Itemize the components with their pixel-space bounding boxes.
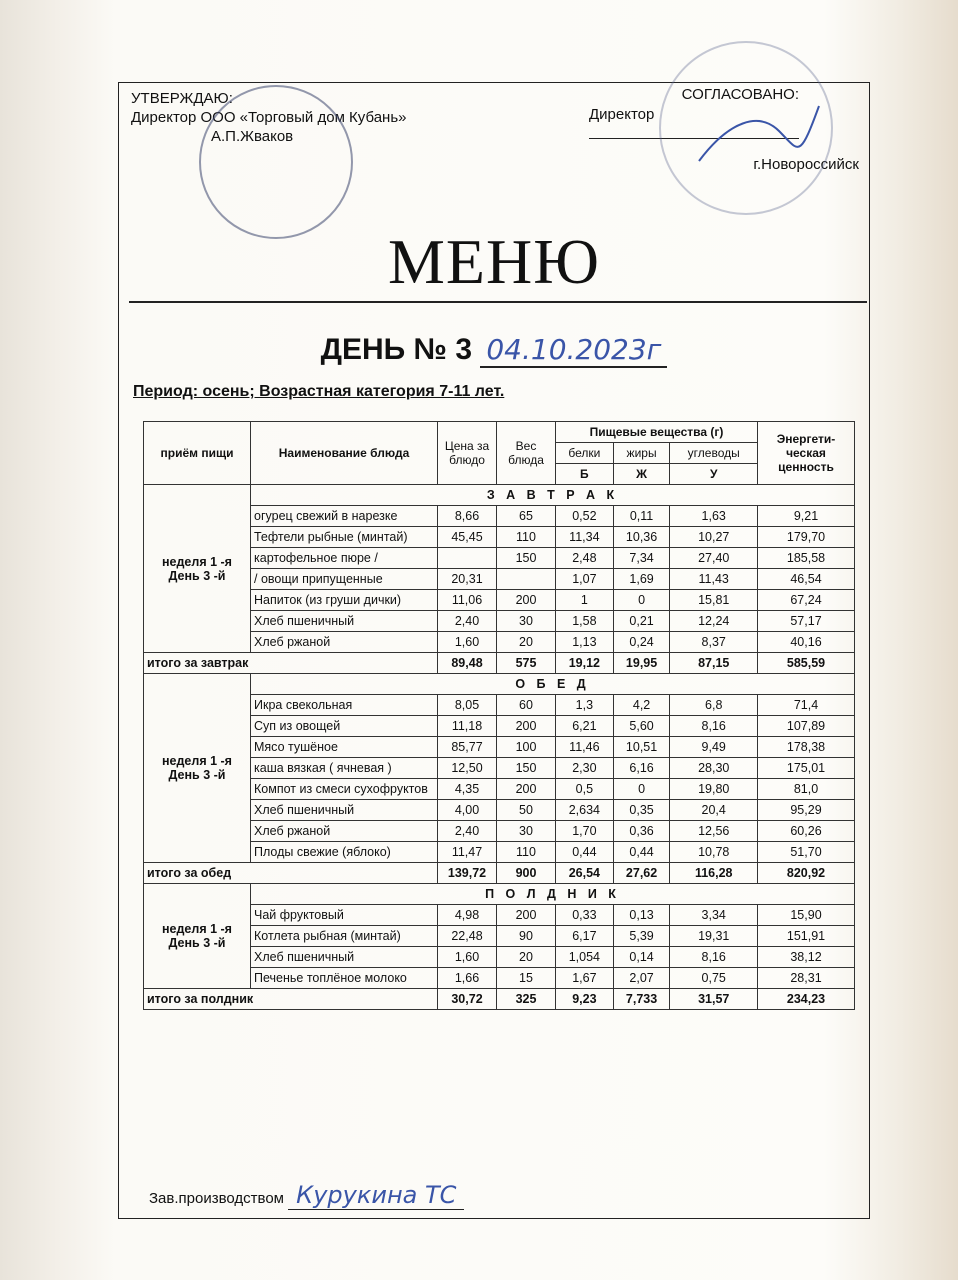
- section-name: О Б Е Д: [251, 674, 855, 695]
- dish-value: 2,30: [556, 758, 614, 779]
- dish-value: 2,634: [556, 800, 614, 821]
- table-row: [144, 842, 855, 863]
- dish-name: Котлета рыбная (минтай): [251, 926, 438, 947]
- dish-value: 12,56: [670, 821, 758, 842]
- dish-value: 30: [497, 611, 556, 632]
- dish-value: 8,37: [670, 632, 758, 653]
- total-value: 820,92: [758, 863, 855, 884]
- table-row: [144, 611, 855, 632]
- dish-name: Икра свекольная: [251, 695, 438, 716]
- dish-value: 20,4: [670, 800, 758, 821]
- dish-value: 1,60: [438, 632, 497, 653]
- table-row: [144, 821, 855, 842]
- dish-value: 0: [613, 590, 670, 611]
- dish-value: 20,31: [438, 569, 497, 590]
- dish-value: 1,58: [556, 611, 614, 632]
- menu-table: [143, 421, 855, 1010]
- total-row: [144, 863, 855, 884]
- dish-value: 1,69: [613, 569, 670, 590]
- dish-value: 2,48: [556, 548, 614, 569]
- dish-value: 3,34: [670, 905, 758, 926]
- dish-value: 28,31: [758, 968, 855, 989]
- dish-value: 38,12: [758, 947, 855, 968]
- dish-value: 2,40: [438, 821, 497, 842]
- dish-value: 19,31: [670, 926, 758, 947]
- day-date: 04.10.2023г: [480, 333, 667, 368]
- dish-name: Хлеб ржаной: [251, 821, 438, 842]
- dish-value: 40,16: [758, 632, 855, 653]
- dish-value: 1,60: [438, 947, 497, 968]
- dish-value: 11,46: [556, 737, 614, 758]
- dish-value: 95,29: [758, 800, 855, 821]
- dish-name: Хлеб пшеничный: [251, 800, 438, 821]
- signature-icon: [689, 101, 829, 171]
- dish-value: 110: [497, 842, 556, 863]
- table-row: [144, 968, 855, 989]
- dish-value: 200: [497, 779, 556, 800]
- dish-name: Чай фруктовый: [251, 905, 438, 926]
- menu-sheet: [118, 82, 870, 1219]
- total-label: итого за завтрак: [144, 653, 438, 674]
- dish-value: 1,67: [556, 968, 614, 989]
- dish-value: 8,05: [438, 695, 497, 716]
- agree-label: СОГЛАСОВАНО:: [681, 86, 799, 103]
- seal-stamp-left: [199, 85, 353, 239]
- dish-value: 81,0: [758, 779, 855, 800]
- dish-value: 57,17: [758, 611, 855, 632]
- total-value: 19,95: [613, 653, 670, 674]
- dish-value: 60,26: [758, 821, 855, 842]
- table-row: [144, 506, 855, 527]
- total-value: 585,59: [758, 653, 855, 674]
- table-row: [144, 800, 855, 821]
- dish-value: 5,60: [613, 716, 670, 737]
- agree-director: Директор: [589, 106, 655, 123]
- dish-value: 0: [613, 779, 670, 800]
- dish-value: 200: [497, 905, 556, 926]
- dish-value: 0,35: [613, 800, 670, 821]
- dish-value: 0,36: [613, 821, 670, 842]
- approve-label: УТВЕРЖДАЮ:: [131, 90, 233, 107]
- total-value: 234,23: [758, 989, 855, 1010]
- footer-label: Зав.производством: [149, 1190, 284, 1207]
- col-carbs: углеводы: [670, 443, 758, 464]
- dish-value: 15: [497, 968, 556, 989]
- dish-value: 12,24: [670, 611, 758, 632]
- page-title: МЕНЮ: [388, 226, 600, 297]
- total-value: 30,72: [438, 989, 497, 1010]
- dish-value: 100: [497, 737, 556, 758]
- day-heading: [119, 333, 869, 367]
- footer-signature-text: Курукина ТС: [288, 1181, 464, 1210]
- dish-value: 6,8: [670, 695, 758, 716]
- dish-value: 51,70: [758, 842, 855, 863]
- table-row: [144, 947, 855, 968]
- day-label: ДЕНЬ № 3: [320, 333, 473, 366]
- dish-value: 1,63: [670, 506, 758, 527]
- dish-value: 0,75: [670, 968, 758, 989]
- dish-value: 20: [497, 947, 556, 968]
- dish-value: 200: [497, 716, 556, 737]
- dish-value: 45,45: [438, 527, 497, 548]
- dish-value: 0,44: [556, 842, 614, 863]
- table-row: [144, 569, 855, 590]
- col-protein: белки: [556, 443, 614, 464]
- table-row: [144, 632, 855, 653]
- dish-value: 1: [556, 590, 614, 611]
- dish-value: 12,50: [438, 758, 497, 779]
- dish-value: 85,77: [438, 737, 497, 758]
- table-row: [144, 590, 855, 611]
- dish-value: 200: [497, 590, 556, 611]
- footer-signature: [149, 1181, 464, 1209]
- dish-value: 11,43: [670, 569, 758, 590]
- dish-value: 15,90: [758, 905, 855, 926]
- dish-value: 0,52: [556, 506, 614, 527]
- total-value: 325: [497, 989, 556, 1010]
- dish-value: 28,30: [670, 758, 758, 779]
- dish-value: 110: [497, 527, 556, 548]
- dish-value: 107,89: [758, 716, 855, 737]
- dish-value: 22,48: [438, 926, 497, 947]
- dish-value: 9,21: [758, 506, 855, 527]
- dish-value: 10,78: [670, 842, 758, 863]
- dish-value: 4,98: [438, 905, 497, 926]
- period-line: Период: осень; Возрастная категория 7-11 лет.: [133, 383, 505, 400]
- dish-value: 8,16: [670, 716, 758, 737]
- section-header: [144, 674, 855, 695]
- meal-cell: неделя 1 -я День 3 -й: [144, 485, 251, 653]
- dish-value: 0,11: [613, 506, 670, 527]
- dish-value: 7,34: [613, 548, 670, 569]
- dish-name: Тефтели рыбные (минтай): [251, 527, 438, 548]
- col-dish: Наименование блюда: [251, 422, 438, 485]
- section-name: З А В Т Р А К: [251, 485, 855, 506]
- dish-value: 0,14: [613, 947, 670, 968]
- dish-value: 46,54: [758, 569, 855, 590]
- dish-value: 27,40: [670, 548, 758, 569]
- col-price: Цена за блюдо: [438, 422, 497, 485]
- col-carbs-short: У: [670, 464, 758, 485]
- dish-value: 6,21: [556, 716, 614, 737]
- dish-value: 1,3: [556, 695, 614, 716]
- dish-value: 1,054: [556, 947, 614, 968]
- dish-value: 90: [497, 926, 556, 947]
- table-row: [144, 779, 855, 800]
- dish-value: 19,80: [670, 779, 758, 800]
- dish-name: картофельное пюре /: [251, 548, 438, 569]
- total-label: итого за обед: [144, 863, 438, 884]
- dish-value: 151,91: [758, 926, 855, 947]
- dish-value: 150: [497, 758, 556, 779]
- dish-value: 150: [497, 548, 556, 569]
- dish-value: 4,35: [438, 779, 497, 800]
- total-label: итого за полдник: [144, 989, 438, 1010]
- dish-value: 5,39: [613, 926, 670, 947]
- dish-value: 30: [497, 821, 556, 842]
- dish-value: 6,17: [556, 926, 614, 947]
- section-header: [144, 485, 855, 506]
- dish-value: 0,33: [556, 905, 614, 926]
- col-weight: Вес блюда: [497, 422, 556, 485]
- dish-value: [438, 548, 497, 569]
- col-protein-short: Б: [556, 464, 614, 485]
- dish-value: 178,38: [758, 737, 855, 758]
- dish-value: 11,06: [438, 590, 497, 611]
- dish-value: 0,13: [613, 905, 670, 926]
- dish-value: 8,16: [670, 947, 758, 968]
- total-value: 31,57: [670, 989, 758, 1010]
- dish-value: 0,21: [613, 611, 670, 632]
- total-value: 19,12: [556, 653, 614, 674]
- dish-name: / овощи припущенные: [251, 569, 438, 590]
- agree-line2: г.Новороссийск: [753, 156, 859, 173]
- section-header: [144, 884, 855, 905]
- total-value: 575: [497, 653, 556, 674]
- dish-value: 20: [497, 632, 556, 653]
- dish-value: 1,66: [438, 968, 497, 989]
- dish-value: 175,01: [758, 758, 855, 779]
- total-value: 9,23: [556, 989, 614, 1010]
- approve-line1: Директор ООО «Торговый дом Кубань»: [131, 109, 407, 126]
- dish-value: 2,07: [613, 968, 670, 989]
- dish-value: 4,2: [613, 695, 670, 716]
- dish-value: 9,49: [670, 737, 758, 758]
- table-row: [144, 905, 855, 926]
- dish-value: 10,36: [613, 527, 670, 548]
- dish-value: 179,70: [758, 527, 855, 548]
- dish-value: 4,00: [438, 800, 497, 821]
- dish-name: Хлеб пшеничный: [251, 611, 438, 632]
- meal-cell: неделя 1 -я День 3 -й: [144, 884, 251, 989]
- total-value: 89,48: [438, 653, 497, 674]
- total-value: 26,54: [556, 863, 614, 884]
- table-row: [144, 548, 855, 569]
- table-row: [144, 926, 855, 947]
- dish-name: огурец свежий в нарезке: [251, 506, 438, 527]
- dish-name: Суп из овощей: [251, 716, 438, 737]
- dish-value: 185,58: [758, 548, 855, 569]
- total-value: 7,733: [613, 989, 670, 1010]
- meal-cell: неделя 1 -я День 3 -й: [144, 674, 251, 863]
- total-value: 116,28: [670, 863, 758, 884]
- dish-value: 67,24: [758, 590, 855, 611]
- dish-name: каша вязкая ( ячневая ): [251, 758, 438, 779]
- dish-name: Плоды свежие (яблоко): [251, 842, 438, 863]
- dish-value: [497, 569, 556, 590]
- dish-value: 50: [497, 800, 556, 821]
- col-meal: приём пищи: [144, 422, 251, 485]
- dish-value: 0,5: [556, 779, 614, 800]
- dish-value: 0,24: [613, 632, 670, 653]
- menu-body: [144, 485, 855, 1010]
- dish-value: 71,4: [758, 695, 855, 716]
- dish-name: Печенье топлёное молоко: [251, 968, 438, 989]
- dish-value: 1,07: [556, 569, 614, 590]
- dish-value: 15,81: [670, 590, 758, 611]
- dish-name: Мясо тушёное: [251, 737, 438, 758]
- dish-value: 65: [497, 506, 556, 527]
- table-row: [144, 737, 855, 758]
- total-row: [144, 989, 855, 1010]
- dish-value: 11,34: [556, 527, 614, 548]
- table-row: [144, 758, 855, 779]
- dish-value: 6,16: [613, 758, 670, 779]
- title-divider: [129, 301, 867, 303]
- dish-value: 60: [497, 695, 556, 716]
- dish-value: 2,40: [438, 611, 497, 632]
- dish-value: 10,27: [670, 527, 758, 548]
- approve-line2: А.П.Жваков: [211, 128, 294, 145]
- table-row: [144, 527, 855, 548]
- dish-name: Компот из смеси сухофруктов: [251, 779, 438, 800]
- col-fat: жиры: [613, 443, 670, 464]
- dish-name: Хлеб ржаной: [251, 632, 438, 653]
- section-name: П О Л Д Н И К: [251, 884, 855, 905]
- dish-value: 1,13: [556, 632, 614, 653]
- dish-value: 11,18: [438, 716, 497, 737]
- col-nutrients: Пищевые вещества (г): [556, 422, 758, 443]
- total-value: 87,15: [670, 653, 758, 674]
- dish-value: 8,66: [438, 506, 497, 527]
- total-row: [144, 653, 855, 674]
- dish-name: Напиток (из груши дички): [251, 590, 438, 611]
- dish-name: Хлеб пшеничный: [251, 947, 438, 968]
- total-value: 139,72: [438, 863, 497, 884]
- total-value: 27,62: [613, 863, 670, 884]
- dish-value: 10,51: [613, 737, 670, 758]
- dish-value: 11,47: [438, 842, 497, 863]
- dish-value: 0,44: [613, 842, 670, 863]
- dish-value: 1,70: [556, 821, 614, 842]
- total-value: 900: [497, 863, 556, 884]
- col-energy: Энергети-ческая ценность: [758, 422, 855, 485]
- table-row: [144, 716, 855, 737]
- col-fat-short: Ж: [613, 464, 670, 485]
- table-row: [144, 695, 855, 716]
